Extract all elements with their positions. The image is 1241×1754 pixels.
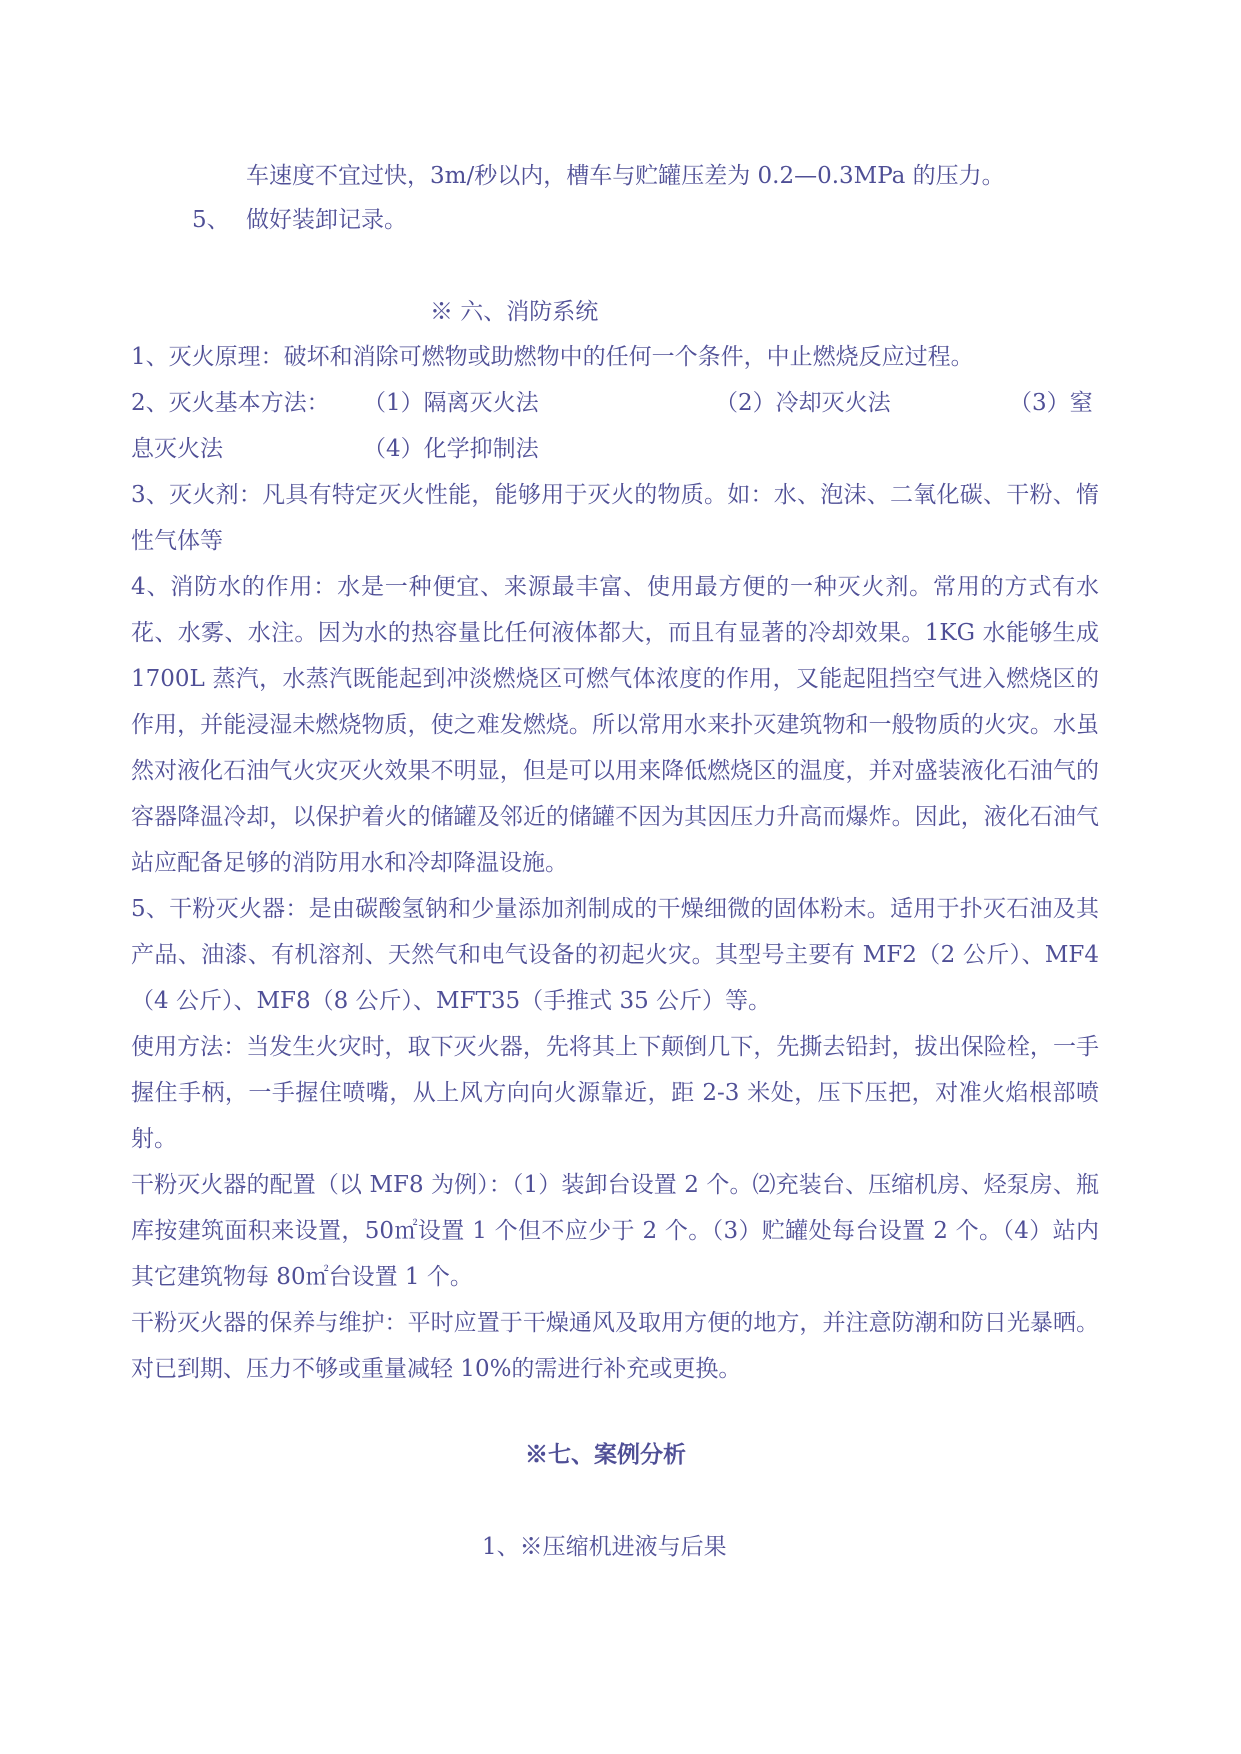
continuation-line: 车速度不宜过快，3m/秒以内，槽车与贮罐压差为 0.2—0.3MPa 的压力。 [246,163,1005,189]
paragraph-usage-method: 使用方法：当发生火灾时，取下灭火器，先将其上下颠倒几下，先撕去铅封，拔出保险栓，一手握住手柄，一手握住喷嘴，从上风方向向火源靠近，距 2-3 米处，压下压把，对准火焰根部喷射。 [131,1034,1099,1152]
section-heading-case-analysis: ※七、案例分析 [525,1441,686,1468]
paragraph-maintenance: 干粉灭火器的保养与维护：平时应置于干燥通风及取用方便的地方，并注意防潮和防日光暴晒。对已到期、压力不够或重量减轻 10%的需进行补充或更换。 [131,1310,1099,1382]
method-isolation: （1）隔离灭火法 [363,390,539,416]
paragraph-extinguishing-principle: 1、灭火原理：破坏和消除可燃物或助燃物中的任何一个条件，中止燃烧反应过程。 [131,344,974,370]
paragraph-dry-powder-extinguisher: 5、干粉灭火器：是由碳酸氢钠和少量添加剂制成的干燥细微的固体粉末。适用于扑灭石油及其产品、油漆、有机溶剂、天然气和电气设备的初起火灾。其型号主要有 MF2（2 公斤）、MF4（4 公斤）、MF8（8 公斤）、MFT35（手推式 35 公斤）等。 [131,896,1099,1014]
paragraph-configuration: 干粉灭火器的配置（以 MF8 为例）：（1）装卸台设置 2 个。⑵充装台、压缩机房、烃泵房、瓶库按建筑面积来设置，50㎡设置 1 个但不应少于 2 个。（3）贮罐处每台设置 2 个。（4）站内其它建筑物每 80㎡台设置 1 个。 [131,1172,1099,1290]
method-smothering-part1: （3）窒 [1009,390,1093,416]
method-chemical-inhibition: （4）化学抑制法 [363,436,539,462]
methods-label: 2、灭火基本方法： [131,390,330,416]
list-item-text: 做好装卸记录。 [246,207,407,233]
paragraph-fire-water: 4、消防水的作用：水是一种便宜、来源最丰富、使用最方便的一种灭火剂。常用的方式有水花、水雾、水注。因为水的热容量比任何液体都大，而且有显著的冷却效果。1KG 水能够生成 1700L 蒸汽，水蒸汽既能起到冲淡燃烧区可燃气体浓度的作用，又能起阻挡空气进入燃烧区的作用，并能浸湿未燃烧物质，使之难发燃烧。所以常用水来扑灭建筑物和一般物质的火灾。水虽然对液化石油气火灾灭火效果不明显，但是可以用来降低燃烧区的温度，并对盛装液化石油气的容器降温冷却，以保护着火的储罐及邻近的储罐不因为其因压力升高而爆炸。因此，液化石油气站应配备足够的消防用水和冷却降温设施。 [131,574,1099,876]
list-item-number: 5、 [192,207,230,233]
method-smothering-part2: 息灭火法 [131,436,223,462]
section-heading-fire-protection: ※ 六、消防系统 [430,299,599,325]
paragraph-extinguishing-agents: 3、灭火剂：凡具有特定灭火性能，能够用于灭火的物质。如：水、泡沫、二氧化碳、干粉、惰性气体等 [131,482,1099,554]
subsection-heading-compressor: 1、※压缩机进液与后果 [482,1534,727,1560]
method-cooling: （2）冷却灭火法 [715,390,891,416]
